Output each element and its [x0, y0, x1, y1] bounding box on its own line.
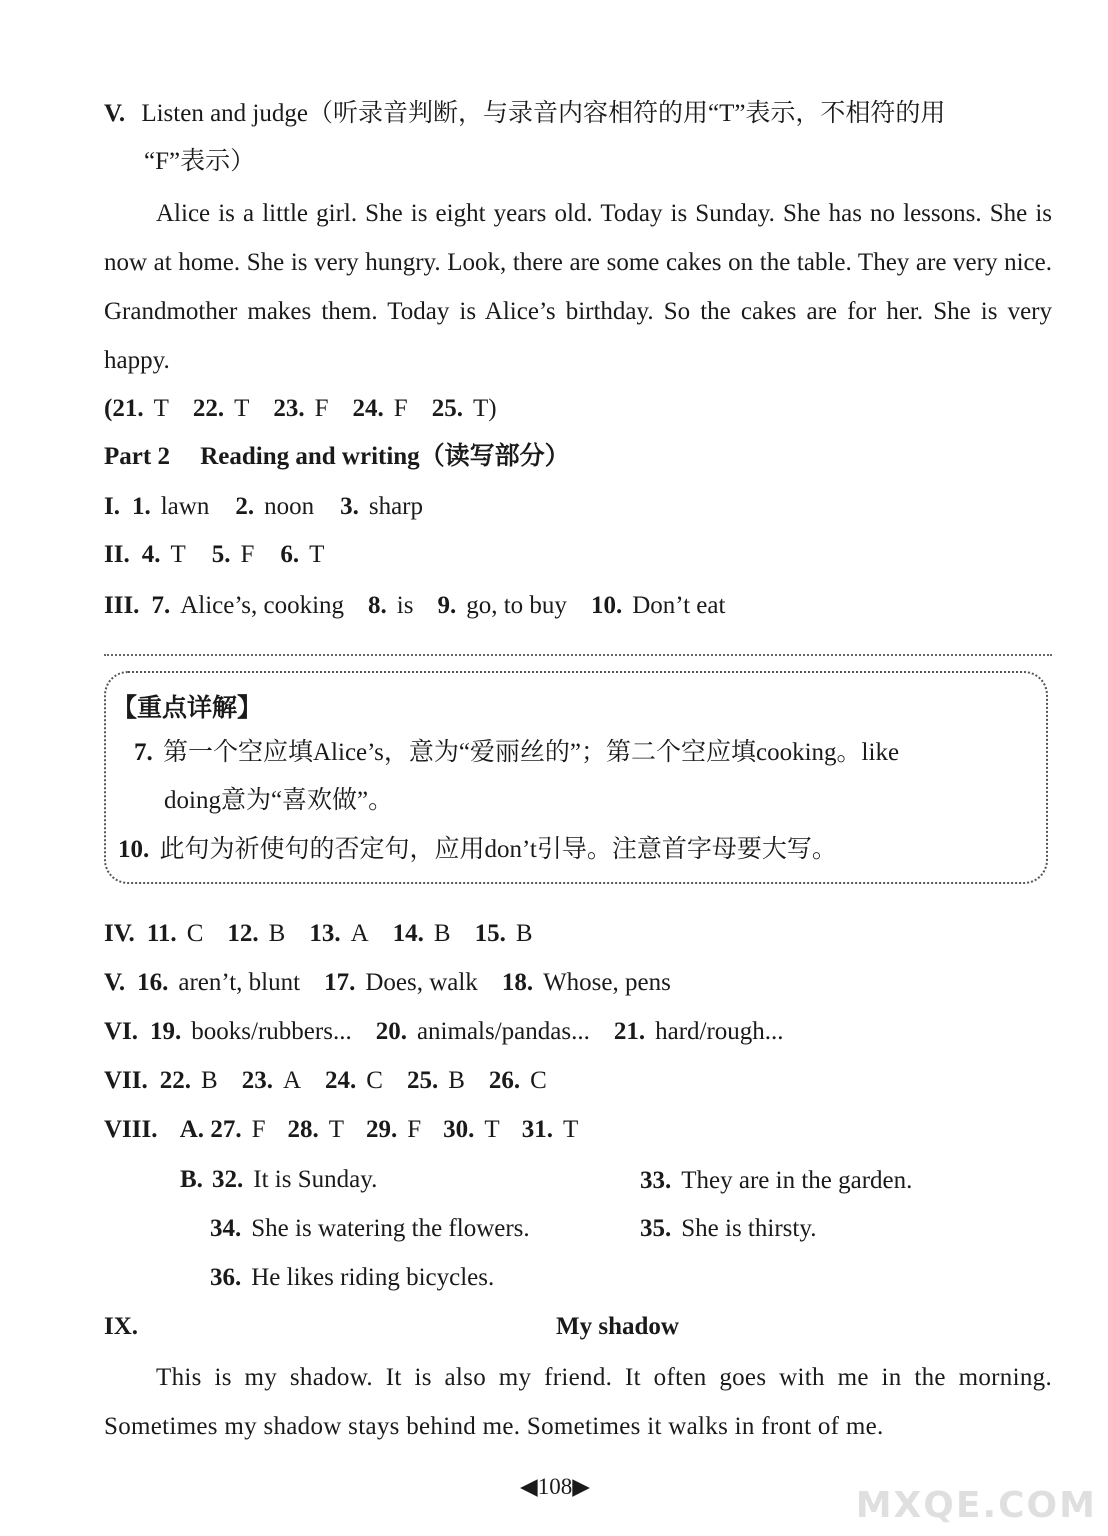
q7-item-number: 25. [406, 1067, 439, 1094]
section-v-passage: Alice is a little girl. She is eight years old. Today is Sunday. She has no lessons. She is now at home. She is very hungry. Look, there are some cakes on the table. They are very nice. Grandmother makes them. Today is Alice’s birthday. So the cakes are for her. She is very happy. [104, 200, 1052, 374]
note-item-10 [118, 834, 837, 866]
q3-item [437, 592, 566, 619]
q6-item-number: 21. [613, 1018, 646, 1045]
q8-label: VIII. [104, 1116, 158, 1143]
q8-b-item-32 [212, 1164, 377, 1196]
q4-item-answer: C [186, 920, 204, 947]
section-v-label: V. [104, 100, 126, 127]
q3-item [151, 592, 344, 619]
q6-item-number: 20. [375, 1018, 407, 1045]
q8-a-item-number: 31. [521, 1116, 553, 1143]
q3-item [368, 592, 413, 619]
q5-item-answer: aren’t, blunt [178, 969, 301, 996]
q4-item-number: 13. [309, 920, 341, 947]
note-item-7-line2: doing意为“喜欢做”。 [164, 787, 394, 814]
q5-item [324, 969, 478, 996]
q8-a-item [210, 1116, 265, 1143]
q6-label: VI. [104, 1018, 139, 1045]
note-item-10-text: 此句为祈使句的否定句，应用don’t引导。注意首字母要大写。 [159, 836, 837, 863]
q7-item-number: 23. [241, 1067, 273, 1094]
q8-b-item-32-answer: It is Sunday. [253, 1166, 378, 1193]
q8-b-item-34-number: 34. [210, 1215, 242, 1242]
q5-item-answer: Whose, pens [543, 969, 671, 996]
section-v-answer-item-number: (21. [104, 395, 144, 422]
q2-item [212, 541, 255, 568]
q7-item-number: 24. [325, 1067, 357, 1094]
q8-a-item-number: 27. [210, 1116, 242, 1143]
q4-item-number: 11. [146, 920, 177, 947]
q7-item-answer: B [201, 1067, 218, 1094]
section-v-answer-item-answer: T [153, 395, 169, 422]
q8-a-item-number: 28. [287, 1116, 319, 1143]
section-v-answer-item-number: 25. [431, 395, 463, 422]
q8-a-item [443, 1116, 500, 1143]
q8-part-b-label-row [180, 1164, 203, 1196]
q8-b-item-34-answer: She is watering the flowers. [251, 1215, 530, 1242]
section-v-answer-item [353, 395, 408, 422]
section-v-answer-item [104, 395, 169, 422]
q6-item-answer: animals/pandas... [416, 1018, 590, 1045]
q4-item-answer: B [515, 920, 533, 947]
section-v-answer-item [432, 395, 497, 422]
q6-answers [104, 1016, 808, 1048]
key-explanation-title: 【重点详解】 [112, 695, 263, 722]
q8-a-item-answer: T [484, 1116, 500, 1143]
q3-item-number: 7. [151, 592, 171, 619]
q3-item-answer: Don’t eat [632, 592, 726, 619]
q2-item-answer: T [309, 541, 325, 568]
q1-item-answer: lawn [160, 493, 210, 520]
q8-b-item-33-number: 33. [640, 1167, 672, 1194]
q3-item-answer: is [396, 592, 414, 619]
q7-item-answer: C [530, 1067, 547, 1094]
section-v-answer-item-answer: F [393, 395, 408, 422]
q8-a-item [366, 1116, 421, 1143]
q4-item [475, 920, 533, 947]
q9-title: My shadow [556, 1313, 679, 1340]
q7-item-answer: C [366, 1067, 383, 1094]
q2-item-number: 5. [211, 541, 231, 568]
q8-a-item-number: 29. [366, 1116, 398, 1143]
q8-a-item-answer: F [407, 1116, 422, 1143]
q3-item-number: 8. [368, 592, 387, 619]
q8-a-item-answer: F [251, 1116, 266, 1143]
q2-item-number: 4. [141, 541, 161, 568]
q8-b-item-35-number: 35. [640, 1215, 672, 1242]
q4-answers [104, 918, 557, 950]
q6-item-answer: books/rubbers... [191, 1018, 352, 1045]
q5-answers [104, 967, 695, 999]
q6-item [376, 1018, 590, 1045]
q2-item [280, 541, 324, 568]
q8-a-item [287, 1116, 344, 1143]
q8-b-item-36-number: 36. [210, 1264, 242, 1291]
q8-part-a-answers [104, 1114, 600, 1146]
q8-a-item [522, 1116, 579, 1143]
q1-item-number: 1. [131, 493, 151, 520]
section-v-instruction-text: Listen and judge（听录音判断，与录音内容相符的用“T”表示，不相符的用 [141, 100, 946, 127]
q1-item-number: 3. [340, 493, 359, 520]
note-item-7-text: 第一个空应填Alice’s，意为“爱丽丝的”；第二个空应填cooking。like [163, 739, 900, 766]
q7-label: VII. [104, 1067, 148, 1094]
q8-b-item-36 [210, 1262, 494, 1294]
q1-answers [104, 491, 449, 523]
q2-item-answer: T [170, 541, 186, 568]
q3-label: III. [104, 592, 140, 619]
q7-item-number: 22. [159, 1067, 192, 1094]
section-v-answer-item-number: 24. [352, 395, 384, 422]
q7-item-answer: A [282, 1067, 302, 1094]
q4-item-number: 15. [474, 920, 506, 947]
q3-item-answer: go, to buy [466, 592, 567, 619]
q7-item [242, 1067, 301, 1094]
q5-item-number: 18. [501, 969, 534, 996]
q7-item [407, 1067, 465, 1094]
q8-b-item-35-answer: She is thirsty. [681, 1215, 817, 1242]
q8-b-item-36-answer: He likes riding bicycles. [251, 1264, 495, 1291]
q6-item [614, 1018, 784, 1045]
q7-item [325, 1067, 383, 1094]
q4-item [393, 920, 451, 947]
watermark-text: MXQE.COM [855, 1485, 1097, 1526]
q5-item [137, 969, 300, 996]
q7-item-number: 26. [488, 1067, 521, 1094]
q8-part-a-label: A. [179, 1116, 205, 1143]
part2-title: Reading and writing（读写部分） [200, 443, 570, 470]
note-item-7-line1 [134, 737, 899, 769]
q2-item [142, 541, 186, 568]
q2-item-answer: F [240, 541, 255, 568]
q4-item-answer: A [350, 920, 369, 947]
q5-item-number: 16. [137, 969, 169, 996]
q4-label: IV. [104, 920, 135, 947]
q2-answers [104, 539, 350, 571]
q3-answers [104, 590, 749, 622]
q5-item [502, 969, 671, 996]
q3-item-number: 9. [437, 592, 457, 619]
section-v-answers [104, 393, 521, 425]
q4-item-number: 14. [392, 920, 424, 947]
q4-item-number: 12. [227, 920, 259, 947]
q2-item-number: 6. [280, 541, 300, 568]
q2-label: II. [104, 541, 130, 568]
q1-label: I. [104, 493, 120, 520]
q8-a-item-answer: T [328, 1116, 344, 1143]
q8-b-item-33 [640, 1165, 912, 1197]
q8-part-b-label: B. [180, 1166, 203, 1193]
q5-item-number: 17. [324, 969, 356, 996]
q7-item-answer: B [448, 1067, 465, 1094]
q8-b-item-32-number: 32. [212, 1166, 244, 1193]
q5-label: V. [104, 969, 126, 996]
q7-item [160, 1067, 218, 1094]
q4-item [309, 920, 368, 947]
dotted-divider [104, 654, 1052, 656]
section-v-answer-item-number: 22. [192, 395, 225, 422]
section-v-answer-item-answer: T) [472, 395, 497, 422]
q1-item [235, 493, 314, 520]
q8-b-item-33-answer: They are in the garden. [681, 1167, 913, 1194]
section-v-answer-item-number: 23. [273, 395, 305, 422]
q7-answers [104, 1065, 571, 1097]
q1-item-answer: noon [264, 493, 315, 520]
q1-item [340, 493, 423, 520]
section-v-answer-item-answer: T [234, 395, 250, 422]
page-number: ◀108▶ [520, 1474, 590, 1499]
q9-label: IX. [104, 1313, 139, 1340]
q8-b-item-35 [640, 1213, 816, 1245]
q3-item-answer: Alice’s, cooking [180, 592, 345, 619]
section-v-answer-item-answer: F [314, 395, 329, 422]
q8-b-item-34 [210, 1213, 530, 1245]
q1-item [132, 493, 209, 520]
part2-heading [104, 441, 570, 473]
note-item-7-number: 7. [134, 739, 153, 766]
q3-item-number: 10. [590, 592, 623, 619]
q8-a-item-answer: T [562, 1116, 579, 1143]
section-v-instruction-line2: “F”表示） [144, 148, 256, 175]
watermark-logo [855, 1452, 1105, 1532]
q1-item-answer: sharp [368, 493, 423, 520]
q7-item [489, 1067, 547, 1094]
q6-item [150, 1018, 352, 1045]
q6-item-answer: hard/rough... [655, 1018, 784, 1045]
section-v-answer-item [273, 395, 328, 422]
q4-item [147, 920, 204, 947]
q4-item-answer: B [433, 920, 451, 947]
q3-item [591, 592, 726, 619]
part2-label: Part 2 [104, 443, 170, 470]
q4-item [227, 920, 285, 947]
q4-item-answer: B [268, 920, 286, 947]
note-item-10-number: 10. [118, 836, 150, 863]
q5-item-answer: Does, walk [365, 969, 478, 996]
section-v-instruction-line1 [104, 98, 945, 130]
q9-passage: This is my shadow. It is also my friend. It often goes with me in the morning. Sometimes my shadow stays behind me. Sometimes it walks in front of me. [104, 1364, 1052, 1440]
section-v-answer-item [193, 395, 250, 422]
q6-item-number: 19. [150, 1018, 182, 1045]
q8-a-item-number: 30. [443, 1116, 475, 1143]
q1-item-number: 2. [235, 493, 255, 520]
